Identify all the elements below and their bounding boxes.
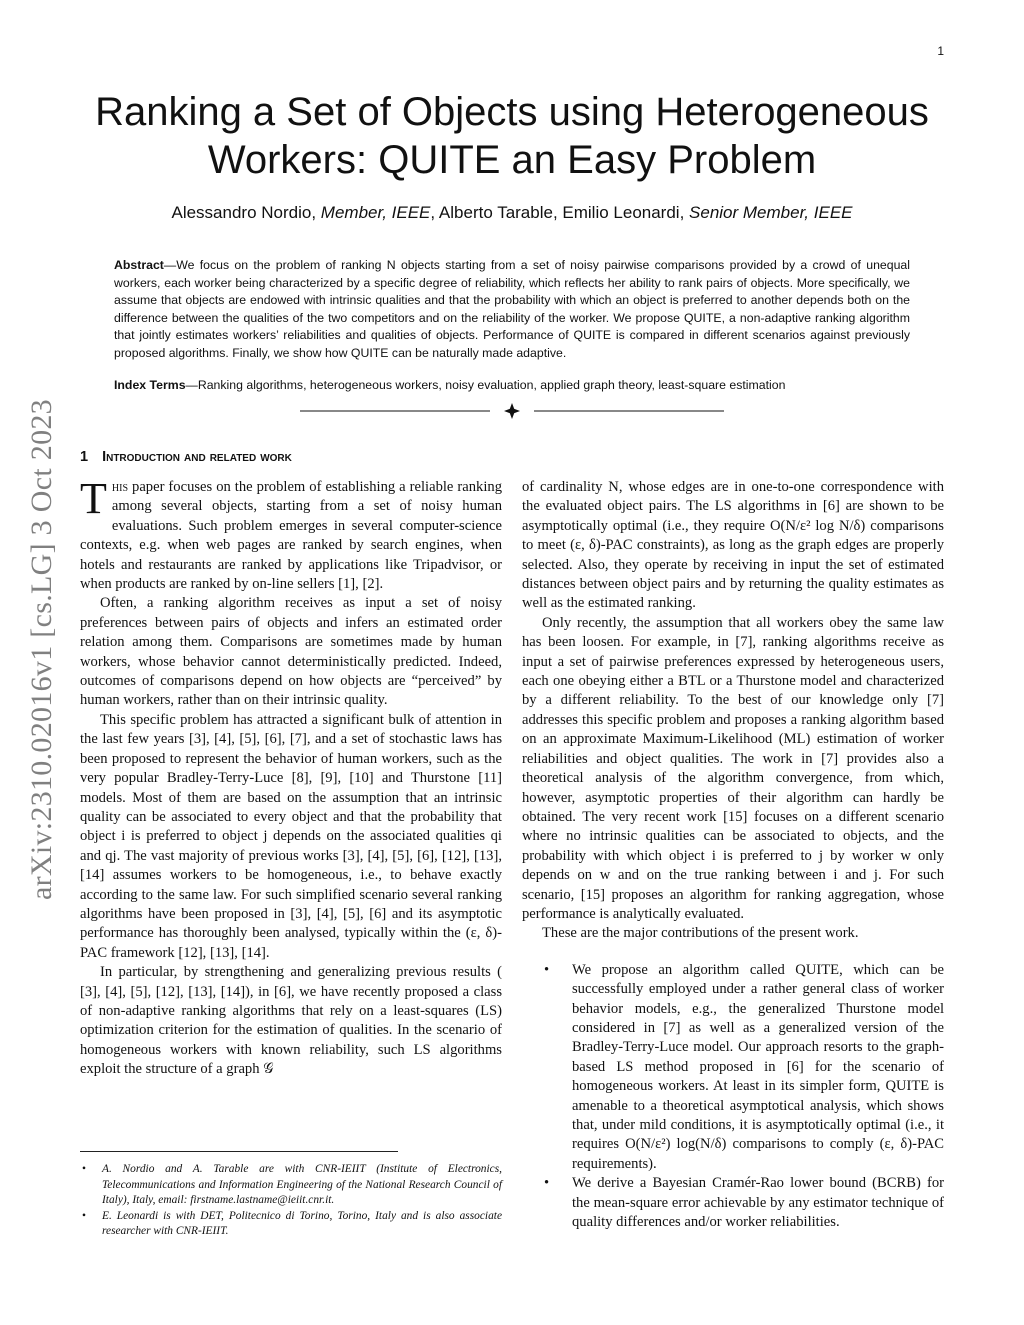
author-list xyxy=(80,203,944,223)
arxiv-stamp xyxy=(14,370,70,930)
right-column xyxy=(522,478,944,1232)
authors-rest: , Alberto Tarable, Emilio Leonardi, xyxy=(430,203,690,222)
paragraph-1 xyxy=(80,474,502,594)
paragraph-1-text: paper focuses on the problem of establishing a reliable ranking among several objects, starting from a set of noisy human evaluations. Such problem emerges in several computer-science contexts, e.g. when web pages are ranked by search engines, when hotels and restaurants are ranked by applications like Tripadvisor, or when products are ranked by on-line sellers [1], [2]. xyxy=(80,479,502,593)
footnote-affiliation-1: • A. Nordio and A. Tarable are with CNR-IEIIT (Institute of Electronics, Telecommunications and Information Engineering of the National Research Council of Italy), Italy, email: firstname.lastname@ieiit.cnr.it. xyxy=(80,1162,502,1209)
title-line-2: Workers: QUITE an Easy Problem xyxy=(207,138,817,182)
paragraph-2: Often, a ranking algorithm receives as input a set of noisy preferences between pairs of objects and infers an estimated order relation among them. Comparisons are sometimes made by human workers, whose behavior cannot deterministically predicted. Indeed, outcomes of comparisons depend on how objects are “perceived” by human workers, rather than on their intrinsic quality. xyxy=(80,595,502,709)
index-terms xyxy=(114,377,910,394)
paragraph-7: These are the major contributions of the present work. xyxy=(542,925,859,942)
footnotes xyxy=(80,1162,502,1240)
section-number: 1 xyxy=(80,449,89,465)
paper-title xyxy=(80,88,944,184)
paragraph-6: Only recently, the assumption that all workers obey the same law has been loosen. For example, in [7], ranking algorithms receive as input a set of pairwise preferences expressed by heterogeneous users, each one obeying either a BTL or a Thurstone model and characterized by a different reliability. To the best of our knowledge only [7] addresses this specific problem and proposes a ranking algorithm based on an approximate Maximum-Likelihood (ML) estimation of worker reliabilities and object qualities. The work in [7] provides also a theoretical analysis of the algorithm convergence, from which, however, asymptotic properties of their algorithm can hardly be obtained. The very recent work [15] focuses on a different scenario where no intrinsic qualities can be associated to objects, and the probability with which object i is preferred to j by worker w only depends on w and on the true ranking between i and j. For such scenario, [15] proposes an algorithm for ranking aggregation, whose performance is analytically evaluated. xyxy=(522,614,944,922)
list-item: • We derive a Bayesian Cramér-Rao lower bound (BCRB) for the mean-square error achievable by any estimator technique of quality differences and/or worker reliabilities. xyxy=(522,1174,944,1232)
title-line-1: Ranking a Set of Objects using Heterogeneous xyxy=(95,90,929,134)
diamond-ornament-icon xyxy=(504,403,520,419)
index-terms-label: Index Terms xyxy=(114,378,186,392)
section-divider xyxy=(300,402,724,420)
section-title: Introduction and related work xyxy=(102,449,292,465)
footnote-rule xyxy=(80,1151,398,1152)
list-item: • We propose an algorithm called QUITE, which can be successfully employed under a rather general class of worker behavior models, e.g., the generalized Thurstone model considered in [7] as well as a generalized version of the Bradley-Terry-Luce model. Our approach resorts to the graph-based LS method proposed in [6] for the scenario of homogeneous workers. At least in its simpler form, QUITE is amenable to a theoretical asymptotical analysis, which shows that, under mild conditions, it is asymptotically optimal (i.e., it requires O(N/ε²) log(N/δ) comparisons to comply (ε, δ)-PAC requirements). xyxy=(522,961,944,1174)
section-heading xyxy=(80,449,292,465)
abstract-label: Abstract xyxy=(114,258,164,272)
paragraph-3: This specific problem has attracted a significant bulk of attention in the last few years [3], [4], [5], [6], [7], and a set of stochastic laws has been proposed to represent the behavior of human workers, such as the very popular Bradley-Terry-Luce [8], [9], [10] and Thurstone [11] models. Most of them are based on the assumption that an intrinsic quality can be associated to every object and that the probability that object i is preferred to object j depends on the associated qualities qi and qj. The vast majority of previous works [3], [4], [5], [6], [12], [13], [14] assumes workers to be homogeneous, i.e., to behave exactly according to the same law. For such simplified scenario several ranking algorithms have been proposed in [3], [4], [5], [6] and its asymptotic performance has thoroughly been analysed, typically within the (ε, δ)-PAC framework [12], [13], [14]. xyxy=(80,711,502,961)
index-terms-text: —Ranking algorithms, heterogeneous workers, noisy evaluation, applied graph theory, least-square estimation xyxy=(185,378,786,392)
contribution-list xyxy=(522,961,944,1233)
abstract-text: —We focus on the problem of ranking N objects starting from a set of noisy pairwise comparisons provided by a crowd of unequal workers, each worker being characterized by a specific degree of reliability, which reflects her ability to rank pairs of objects. More specifically, we assume that objects are endowed with intrinsic qualities and that the probability with which an object is preferred to another depends both on the difference between the qualities of the two competitors and on the reliability of the worker. We propose QUITE, a non-adaptive ranking algorithm that jointly estimates workers’ reliabilities and qualities of objects. Performance of QUITE is compared in different scenarios against previously proposed algorithms. Finally, we show how QUITE can be naturally made adaptive. xyxy=(114,258,910,360)
drop-cap: T xyxy=(80,474,107,523)
page-number: 1 xyxy=(937,44,944,58)
author-1-role: Member, IEEE xyxy=(320,203,431,222)
footnote-affiliation-2: • E. Leonardi is with DET, Politecnico di Torino, Torino, Italy and is also associate researcher with CNR-IEIIT. xyxy=(80,1209,502,1240)
arxiv-identifier: arXiv:2310.02016v1 [cs.LG] 3 Oct 2023 xyxy=(25,399,58,901)
drop-cap-smallcaps: his xyxy=(111,479,129,495)
paragraph-5: of cardinality N, whose edges are in one-to-one correspondence with the evaluated object pairs. The LS algorithms in [6] are shown to be asymptotically optimal (i.e., they require O(N/ε² log N/δ) comparisons to meet (ε, δ)-PAC constraints), as long as the graph edges are properly selected. Also, they operate by receiving in input the set of estimated distances between object pairs and by returning the quality estimates as well as the estimated ranking. xyxy=(522,479,944,612)
abstract xyxy=(114,257,910,362)
left-column xyxy=(80,474,502,1080)
author-3-role: Senior Member, IEEE xyxy=(689,203,853,222)
paragraph-4: In particular, by strengthening and generalizing previous results ( [3], [4], [5], [12], [13], [14]), in [6], we have recently proposed a class of non-adaptive ranking algorithms that rely on a least-squares (LS) optimization criterion for the estimation of qualities. In the scenario of homogeneous workers with known reliability, such LS algorithms exploit the structure of a graph 𝒢 xyxy=(80,964,502,1078)
author-1: Alessandro Nordio, xyxy=(171,203,321,222)
